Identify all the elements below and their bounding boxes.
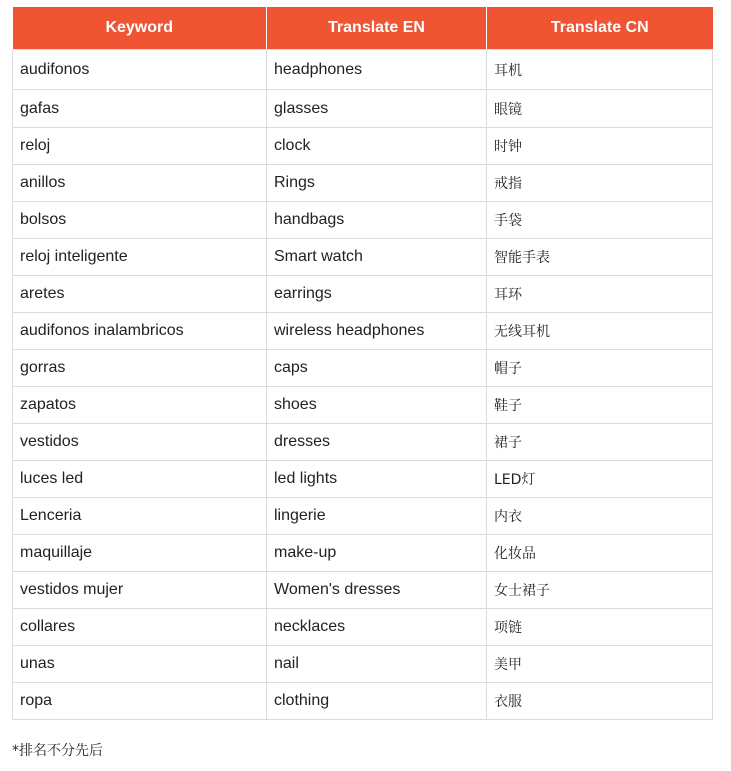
cell-keyword: audifonos inalambricos xyxy=(13,313,267,350)
cell-keyword: reloj inteligente xyxy=(13,239,267,276)
cell-translate-cn: 耳环 xyxy=(487,276,713,313)
cell-translate-cn: 无线耳机 xyxy=(487,313,713,350)
table-row xyxy=(13,350,713,387)
cell-translate-en: lingerie xyxy=(267,498,487,535)
cell-translate-en: Rings xyxy=(267,165,487,202)
cell-translate-en: led lights xyxy=(267,461,487,498)
cell-translate-cn: 时钟 xyxy=(487,128,713,165)
cell-translate-en: clothing xyxy=(267,683,487,720)
table-body xyxy=(13,50,713,720)
cell-keyword: gorras xyxy=(13,350,267,387)
cell-translate-cn: 内衣 xyxy=(487,498,713,535)
table-row xyxy=(13,239,713,276)
table-row xyxy=(13,202,713,239)
cell-translate-cn: 衣服 xyxy=(487,683,713,720)
table-row xyxy=(13,461,713,498)
cell-translate-cn: 帽子 xyxy=(487,350,713,387)
cell-keyword: maquillaje xyxy=(13,535,267,572)
cell-keyword: zapatos xyxy=(13,387,267,424)
cell-translate-en: shoes xyxy=(267,387,487,424)
cell-keyword: anillos xyxy=(13,165,267,202)
cell-translate-en: nail xyxy=(267,646,487,683)
cell-translate-cn: 智能手表 xyxy=(487,239,713,276)
cell-keyword: bolsos xyxy=(13,202,267,239)
table-header xyxy=(13,7,713,50)
table-row xyxy=(13,276,713,313)
cell-translate-cn: 化妆品 xyxy=(487,535,713,572)
cell-translate-en: handbags xyxy=(267,202,487,239)
table-row xyxy=(13,498,713,535)
cell-translate-en: make-up xyxy=(267,535,487,572)
cell-translate-en: wireless headphones xyxy=(267,313,487,350)
cell-translate-cn: LED灯 xyxy=(487,461,713,498)
table-row xyxy=(13,609,713,646)
cell-keyword: ropa xyxy=(13,683,267,720)
header-keyword: Keyword xyxy=(13,7,267,50)
cell-translate-cn: 美甲 xyxy=(487,646,713,683)
cell-keyword: aretes xyxy=(13,276,267,313)
cell-translate-en: necklaces xyxy=(267,609,487,646)
cell-translate-cn: 项链 xyxy=(487,609,713,646)
table-row xyxy=(13,90,713,128)
cell-keyword: luces led xyxy=(13,461,267,498)
cell-translate-cn: 裙子 xyxy=(487,424,713,461)
cell-translate-cn: 手袋 xyxy=(487,202,713,239)
cell-keyword: collares xyxy=(13,609,267,646)
header-translate-en: Translate EN xyxy=(267,7,487,50)
cell-translate-cn: 戒指 xyxy=(487,165,713,202)
table-row xyxy=(13,165,713,202)
keyword-translation-table xyxy=(12,7,713,720)
cell-translate-en: Women's dresses xyxy=(267,572,487,609)
cell-keyword: vestidos mujer xyxy=(13,572,267,609)
table-row xyxy=(13,535,713,572)
table-row xyxy=(13,387,713,424)
table-row xyxy=(13,424,713,461)
cell-translate-cn: 眼镜 xyxy=(487,90,713,128)
cell-keyword: Lenceria xyxy=(13,498,267,535)
table-row xyxy=(13,128,713,165)
cell-translate-cn: 耳机 xyxy=(487,50,713,90)
table-row xyxy=(13,50,713,90)
cell-translate-en: dresses xyxy=(267,424,487,461)
table-row xyxy=(13,572,713,609)
table-row xyxy=(13,313,713,350)
cell-translate-en: caps xyxy=(267,350,487,387)
cell-keyword: unas xyxy=(13,646,267,683)
cell-translate-en: Smart watch xyxy=(267,239,487,276)
footnote: *排名不分先后 xyxy=(12,743,103,759)
cell-translate-en: clock xyxy=(267,128,487,165)
cell-translate-en: headphones xyxy=(267,50,487,90)
header-row xyxy=(13,7,713,50)
cell-keyword: vestidos xyxy=(13,424,267,461)
cell-keyword: audifonos xyxy=(13,50,267,90)
table-row xyxy=(13,646,713,683)
keyword-translation-table-container xyxy=(12,7,712,720)
cell-translate-cn: 女士裙子 xyxy=(487,572,713,609)
cell-translate-en: glasses xyxy=(267,90,487,128)
cell-keyword: gafas xyxy=(13,90,267,128)
header-translate-cn: Translate CN xyxy=(487,7,713,50)
cell-translate-en: earrings xyxy=(267,276,487,313)
cell-translate-cn: 鞋子 xyxy=(487,387,713,424)
cell-keyword: reloj xyxy=(13,128,267,165)
table-row xyxy=(13,683,713,720)
